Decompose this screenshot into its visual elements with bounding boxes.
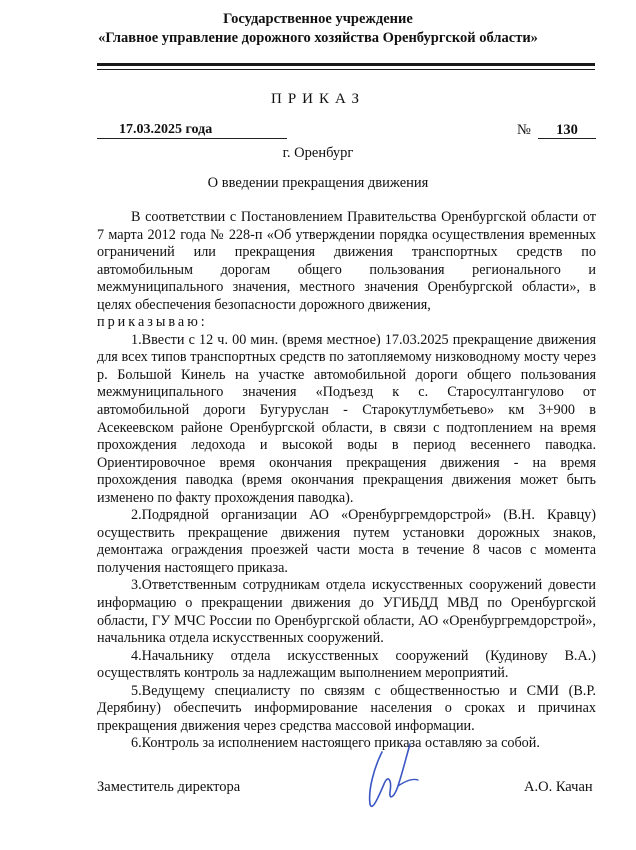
order-item-6: 6.Контроль за исполнением настоящего приказа оставляю за собой. xyxy=(131,735,540,752)
order-number: 130 xyxy=(538,122,596,139)
order-item-3: 3.Ответственным сотрудникам отдела искусственных сооружений довести информацию о прекращении движения до УГИБДД МВД по Оренбургской области, ГУ МЧС России по Оренбургской области, АО «Оренбургремдорстрой», начальника отдела искусственных сооружений. xyxy=(97,577,596,647)
order-word: приказываю: xyxy=(97,314,208,331)
header-rule-thin xyxy=(97,69,595,70)
organization-line-1: Государственное учреждение xyxy=(223,11,413,27)
order-item-1: 1.Ввести с 12 ч. 00 мин. (время местное) 17.03.2025 прекращение движения для всех типов транспортных средств по затопляемому низководному мосту через р. Большой Кинель на участке автомобильной дороги общего пользования межмуниципального значения «Подъезд к с. Старосултангулово от автомобильной дороги Бугуруслан - Старокутлумбетьево» км 3+900 в Асекеевском районе Оренбургской области, в связи с подтоплением на время прохождения ледохода и высокой воды в период весеннего паводка. Ориентировочное время окончания прекращения движения - на время прохождения паводка (время окончания прекращения движения может быть изменено по факту прохождения паводка). xyxy=(97,331,596,506)
order-subject: О введении прекращения движения xyxy=(207,175,429,191)
handwritten-signature xyxy=(360,738,430,818)
order-city: г. Оренбург xyxy=(282,145,354,161)
signer-name: А.О. Качан xyxy=(524,779,593,795)
order-item-5: 5.Ведущему специалисту по связям с общественностью и СМИ (В.Р. Дерябину) обеспечить информирование населения о сроках и причинах прекращения движения через средства массовой информации. xyxy=(97,682,596,734)
signer-position: Заместитель директора xyxy=(97,779,241,795)
preamble-paragraph: В соответствии с Постановлением Правительства Оренбургской области от 7 марта 2012 года № 228-п «Об утверждении порядка осуществления временных ограничений или прекращения движения транспортных средств по автомобильным дорогам общего пользования регионального и межмуниципального значения, местного значения Оренбургской области», в целях обеспечения безопасности дорожного движения, xyxy=(97,209,596,313)
header-rule-thick xyxy=(97,63,595,66)
order-item-4: 4.Начальнику отдела искусственных сооружений (Кудинову В.А.) осуществлять контроль за надлежащим выполнением мероприятий. xyxy=(97,647,596,682)
order-body xyxy=(97,209,596,753)
document-title: ПРИКАЗ xyxy=(271,91,365,107)
organization-line-2: «Главное управление дорожного хозяйства Оренбургской области» xyxy=(98,30,538,46)
order-date: 17.03.2025 года xyxy=(97,122,287,139)
order-item-2: 2.Подрядной организации АО «Оренбургремдорстрой» (В.Н. Кравцу) осуществить прекращение движения путем установки дорожных знаков, демонтажа ограждения проезжей части моста в течение 8 часов с момента получения настоящего приказа. xyxy=(97,507,596,576)
order-number-label: № xyxy=(517,122,531,138)
